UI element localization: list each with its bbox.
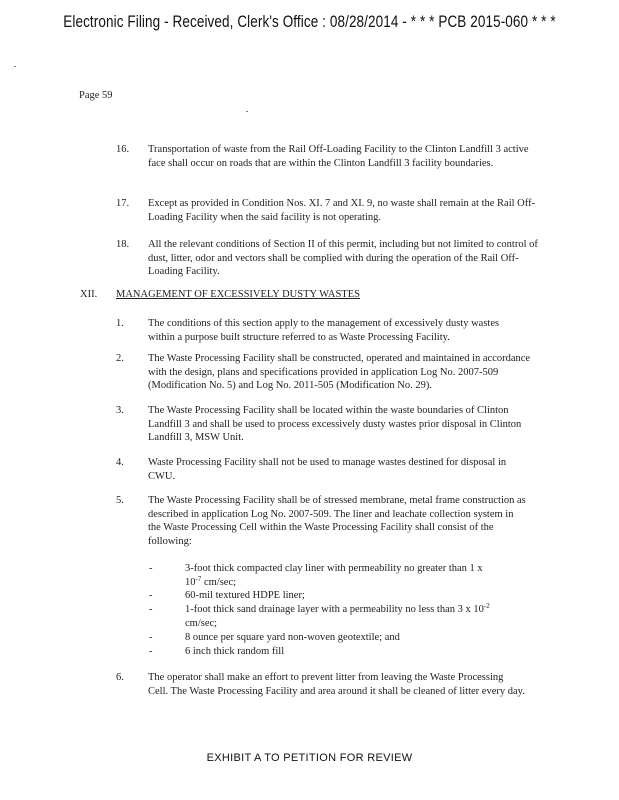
item-4-text: Waste Processing Facility shall not be used to manage wastes destined for disposal in CWU.	[148, 457, 507, 482]
item-17-number: 17.	[116, 198, 130, 209]
item-17-text: Except as provided in Condition Nos. XI. 7 and XI. 9, no waste shall remain at the Rail Off-Loading Facility when the said facility is not operating.	[148, 198, 536, 223]
item-5-text: The Waste Processing Facility shall be of stressed membrane, metal frame construction as described in application Log No. 2007-509. The liner and leachate collection system in the Waste Processing Cell within the Waste Processing Facility shall consist of the following:	[148, 495, 526, 547]
scan-speck	[14, 66, 16, 67]
item-5-number: 5.	[116, 495, 124, 506]
liner-item-clay-base: 10	[185, 576, 196, 588]
item-4-number: 4.	[116, 457, 124, 468]
section-title: MANAGEMENT OF EXCESSIVELY DUSTY WASTES	[116, 289, 360, 300]
liner-item-sand-exponent: -2	[483, 602, 490, 610]
liner-item-fill: 6 inch thick random fill	[185, 646, 285, 657]
list-bullet: -	[149, 563, 153, 574]
item-1-number: 1.	[116, 318, 124, 329]
list-bullet: -	[149, 646, 153, 657]
item-1-text: The conditions of this section apply to the management of excessively dusty wastes within a purpose built structure referred to as Waste Processing Facility.	[148, 318, 500, 343]
item-2-text: The Waste Processing Facility shall be constructed, operated and maintained in accordance with the design, plans and specifications provided in application Log No. 2007-509 (Modification No. 5) and Log No. 2011-505 (Modification No. 29).	[148, 353, 531, 391]
list-bullet: -	[149, 590, 153, 601]
item-6-number: 6.	[116, 672, 124, 683]
item-18-number: 18.	[116, 239, 130, 250]
filing-header: Electronic Filing - Received, Clerk's Office : 08/28/2014 - * * * PCB 2015-060 * * *	[63, 12, 556, 31]
liner-item-sand-unit: cm/sec;	[185, 617, 218, 629]
scan-speck	[246, 111, 248, 112]
liner-item-geotextile: 8 ounce per square yard non-woven geotextile; and	[185, 632, 400, 643]
list-bullet: -	[149, 632, 153, 643]
liner-item-clay-exponent: -7	[195, 574, 202, 583]
liner-item-clay-unit: cm/sec;	[201, 576, 237, 588]
item-18-text: All the relevant conditions of Section II of this permit, including but not limited to control of dust, litter, odor and vectors shall be complied with during the operation of the Rail Off-Loading Facility.	[148, 239, 538, 277]
item-16-text: Transportation of waste from the Rail Off-Loading Facility to the Clinton Landfill 3 active face shall occur on roads that are within the Clinton Landfill 3 facility boundaries.	[148, 144, 529, 169]
item-6-text: The operator shall make an effort to prevent litter from leaving the Waste Processing Cell. The Waste Processing Facility and area around it shall be cleaned of litter every day.	[148, 672, 525, 697]
liner-item-clay-text: 3-foot thick compacted clay liner with permeability no greater than 1 x	[185, 563, 483, 574]
page-number: Page 59	[79, 90, 113, 101]
liner-item-hdpe: 60-mil textured HDPE liner;	[185, 590, 305, 601]
item-3-number: 3.	[116, 405, 124, 416]
list-bullet: -	[149, 604, 153, 615]
liner-item-sand	[185, 603, 545, 630]
exhibit-footer: EXHIBIT A TO PETITION FOR REVIEW	[206, 752, 413, 764]
liner-item-sand-text: 1-foot thick sand drainage layer with a permeability no less than 3 x 10	[185, 604, 484, 615]
item-3-text: The Waste Processing Facility shall be located within the waste boundaries of Clinton Landfill 3 and shall be used to process excessively dusty wastes prior disposal in Clinton Landfill 3, MSW Unit.	[148, 405, 522, 443]
section-number: XII.	[80, 289, 98, 300]
item-2-number: 2.	[116, 353, 124, 364]
liner-item-clay	[185, 562, 545, 589]
item-16-number: 16.	[116, 144, 130, 155]
